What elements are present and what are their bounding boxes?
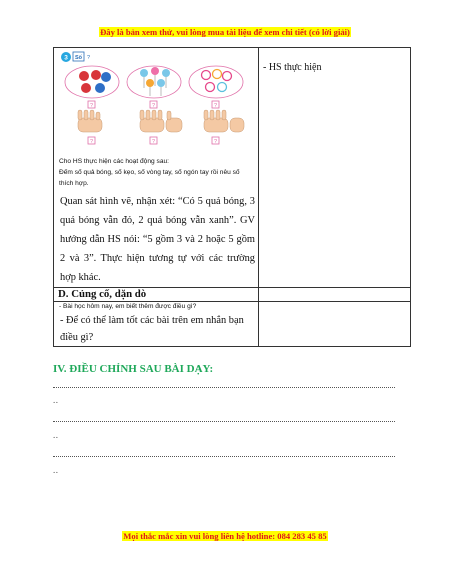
review-questions-cell (54, 302, 259, 347)
exercise-question-mark: ? (87, 55, 91, 61)
exercise-illustration (54, 48, 258, 156)
ball-red (91, 70, 101, 80)
dotted-line (53, 421, 395, 422)
bracelets-group (189, 66, 243, 98)
svg-text:?: ? (151, 139, 156, 145)
question-2: - Để có thể làm tốt các bài trên em nhắn bạn điều gì? (60, 315, 244, 343)
observation-text: Quan sát hình vẽ, nhận xét: “Có 5 quả bóng, 3 quả bóng vẫn đỏ, 2 quả bóng vẫn xanh”. GV hướng dẫn HS nói: “5 gồm 3 và 2 hoặc 5 gồm 2 và 3”. Thực hiện tương tự với các trường hợp khác. (60, 196, 255, 283)
preview-banner: Đây là bản xem thử, vui lòng mua tài liệu để xem chi tiết (có lời giải) (100, 27, 350, 37)
bracelet (202, 71, 211, 80)
svg-text:?: ? (89, 103, 94, 109)
bracelet (206, 83, 215, 92)
section-iv-title: IV. ĐIỀU CHỈNH SAU BÀI DẠY: (53, 363, 214, 375)
candy (162, 69, 170, 77)
svg-text:?: ? (213, 103, 218, 109)
section-d-heading: D. Củng cố, dặn dò (58, 288, 147, 300)
dotted-line (53, 387, 395, 388)
activity-detail: Đếm số quả bóng, số kẹo, số vòng tay, số ngón tay rồi nêu số thích hợp. (59, 169, 240, 187)
question-1: - Bài học hôm nay, em biết thêm được điều gì? (59, 303, 197, 310)
hotline-banner: Mọi thắc mắc xin vui lòng liên hệ hotline: 084 283 45 85 (123, 531, 327, 541)
hands-illustration (78, 110, 244, 132)
candy (146, 79, 154, 87)
exercise-number: 3 (64, 54, 68, 62)
candy (140, 69, 148, 77)
ball-red (81, 83, 91, 93)
svg-text:?: ? (151, 103, 156, 109)
bracelet (223, 72, 232, 81)
activity-cell (54, 48, 259, 288)
bracelet (213, 70, 222, 79)
ball-blue (95, 83, 105, 93)
candy (157, 79, 165, 87)
student-activity-cell (259, 48, 411, 288)
bracelet (218, 83, 227, 92)
section-d-cell (54, 288, 259, 302)
right-note: - HS thực hiện (263, 62, 322, 73)
svg-text:?: ? (213, 139, 218, 145)
svg-text:?: ? (89, 139, 94, 145)
dotted-line-tail: .. (53, 430, 59, 440)
ball-red (79, 71, 89, 81)
ball-blue (101, 72, 111, 82)
dotted-line-tail: .. (53, 465, 59, 475)
balls-group (65, 66, 119, 98)
activity-intro: Cho HS thực hiện các hoạt động sau: (59, 158, 169, 165)
dotted-line-tail: .. (53, 395, 59, 405)
lesson-table (53, 47, 411, 347)
candy (151, 67, 159, 75)
dotted-line (53, 456, 395, 457)
exercise-tag: Số (74, 55, 83, 61)
